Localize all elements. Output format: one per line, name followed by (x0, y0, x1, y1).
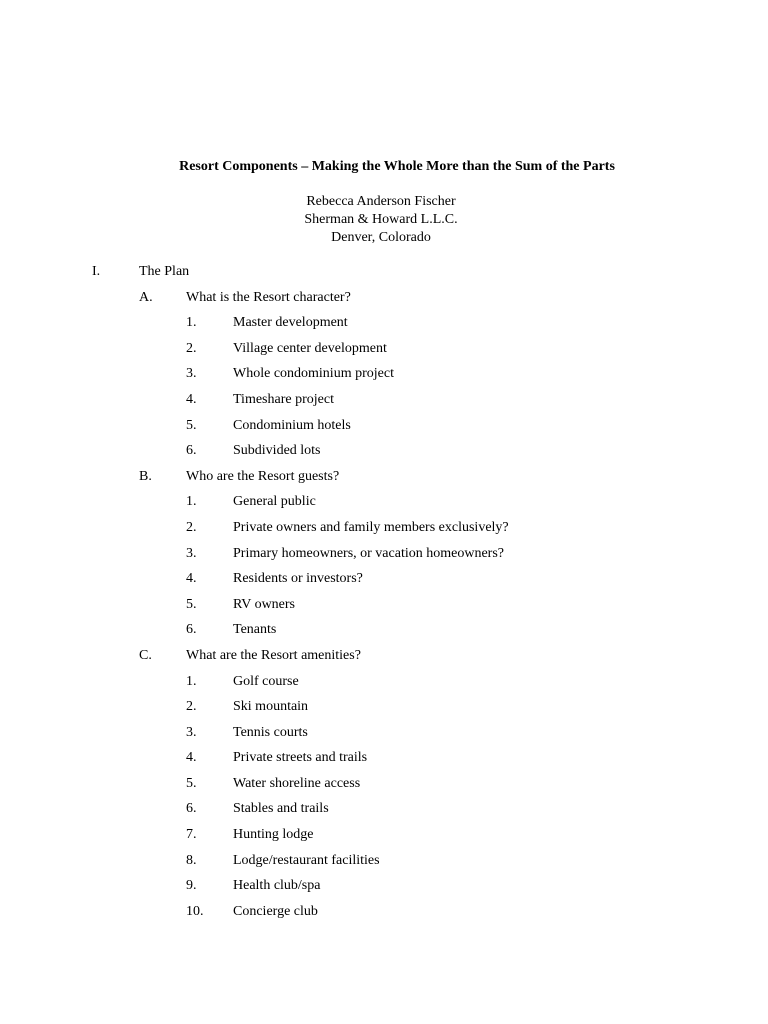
outline-item-number: 5. (186, 775, 197, 791)
outline-item-number: 1. (186, 494, 197, 510)
outline-item-number: 1. (186, 315, 197, 331)
outline-item (0, 545, 768, 571)
outline-item-text: Private streets and trails (233, 750, 368, 766)
outline-item-text: Private owners and family members exclusively? (233, 519, 509, 535)
outline-item (0, 749, 768, 775)
outline-item-number: 6. (186, 443, 197, 459)
outline-item-number: 8. (186, 852, 197, 868)
outline-section (0, 289, 768, 315)
outline-item-number: 6. (186, 801, 197, 817)
outline-item-number: 5. (186, 417, 197, 433)
outline-item-number: 2. (186, 519, 197, 535)
outline-item (0, 391, 768, 417)
outline-item-text: Tennis courts (233, 724, 308, 740)
outline-item-text: Stables and trails (233, 801, 329, 817)
outline-item-number: 2. (186, 699, 197, 715)
outline-item (0, 800, 768, 826)
author-location: Denver, Colorado (331, 230, 431, 245)
outline-item-text: Subdivided lots (233, 443, 321, 459)
outline-item (0, 775, 768, 801)
outline-item (0, 698, 768, 724)
outline-item (0, 519, 768, 545)
outline-item (0, 877, 768, 903)
outline-item (0, 442, 768, 468)
outline-item (0, 570, 768, 596)
outline-item (0, 417, 768, 443)
outline-item (0, 596, 768, 622)
outline-item (0, 340, 768, 366)
outline-item-text: Lodge/restaurant facilities (233, 852, 380, 868)
outline-item-number: 4. (186, 571, 197, 587)
outline-item-text: Health club/spa (233, 878, 321, 894)
outline-item (0, 673, 768, 699)
outline-section (0, 468, 768, 494)
outline-item-text: Whole condominium project (233, 366, 394, 382)
outline-item-text: Water shoreline access (233, 775, 361, 791)
author-block (0, 193, 762, 247)
outline-item (0, 826, 768, 852)
outline-section-text: What is the Resort character? (186, 289, 351, 305)
outline-item (0, 493, 768, 519)
outline-item-text: Master development (233, 315, 348, 331)
outline-section-number: C. (139, 647, 152, 663)
outline-heading-number: I. (92, 264, 101, 279)
outline-item (0, 365, 768, 391)
outline-item-text: Concierge club (233, 903, 318, 919)
outline-item-number: 10. (186, 903, 204, 919)
outline-item-number: 1. (186, 673, 197, 689)
outline-heading (0, 263, 768, 289)
outline-section-text: What are the Resort amenities? (186, 647, 361, 663)
author-firm: Sherman & Howard L.L.C. (304, 212, 458, 227)
outline-item-text: Tenants (233, 622, 277, 638)
outline-section (0, 647, 768, 673)
outline-item-number: 3. (186, 545, 197, 561)
author-name: Rebecca Anderson Fischer (306, 194, 456, 209)
outline-item (0, 314, 768, 340)
outline-item-text: Primary homeowners, or vacation homeowners? (233, 545, 504, 561)
outline-item-text: Village center development (233, 340, 387, 356)
outline-item-number: 3. (186, 366, 197, 382)
outline-item-text: Hunting lodge (233, 827, 314, 843)
outline-section-number: B. (139, 468, 152, 484)
outline-item-text: RV owners (233, 596, 296, 612)
outline-item-number: 9. (186, 878, 197, 894)
outline-item-number: 2. (186, 340, 197, 356)
outline-item-text: Residents or investors? (233, 571, 363, 587)
outline-item-number: 4. (186, 391, 197, 407)
outline (0, 263, 768, 928)
outline-heading-text: The Plan (139, 264, 190, 279)
outline-item-number: 6. (186, 622, 197, 638)
outline-item-number: 3. (186, 724, 197, 740)
outline-item-text: Golf course (233, 673, 299, 689)
outline-item (0, 903, 768, 929)
outline-item (0, 852, 768, 878)
outline-item-text: General public (233, 494, 316, 510)
outline-item-text: Timeshare project (233, 391, 334, 407)
outline-item-text: Condominium hotels (233, 417, 351, 433)
outline-item (0, 724, 768, 750)
outline-item (0, 621, 768, 647)
outline-item-number: 7. (186, 827, 197, 843)
outline-section-number: A. (139, 289, 153, 305)
outline-item-number: 5. (186, 596, 197, 612)
outline-item-number: 4. (186, 750, 197, 766)
document-title: Resort Components – Making the Whole More than the Sum of the Parts (179, 159, 615, 174)
outline-item-text: Ski mountain (233, 699, 309, 715)
outline-section-text: Who are the Resort guests? (186, 468, 340, 484)
